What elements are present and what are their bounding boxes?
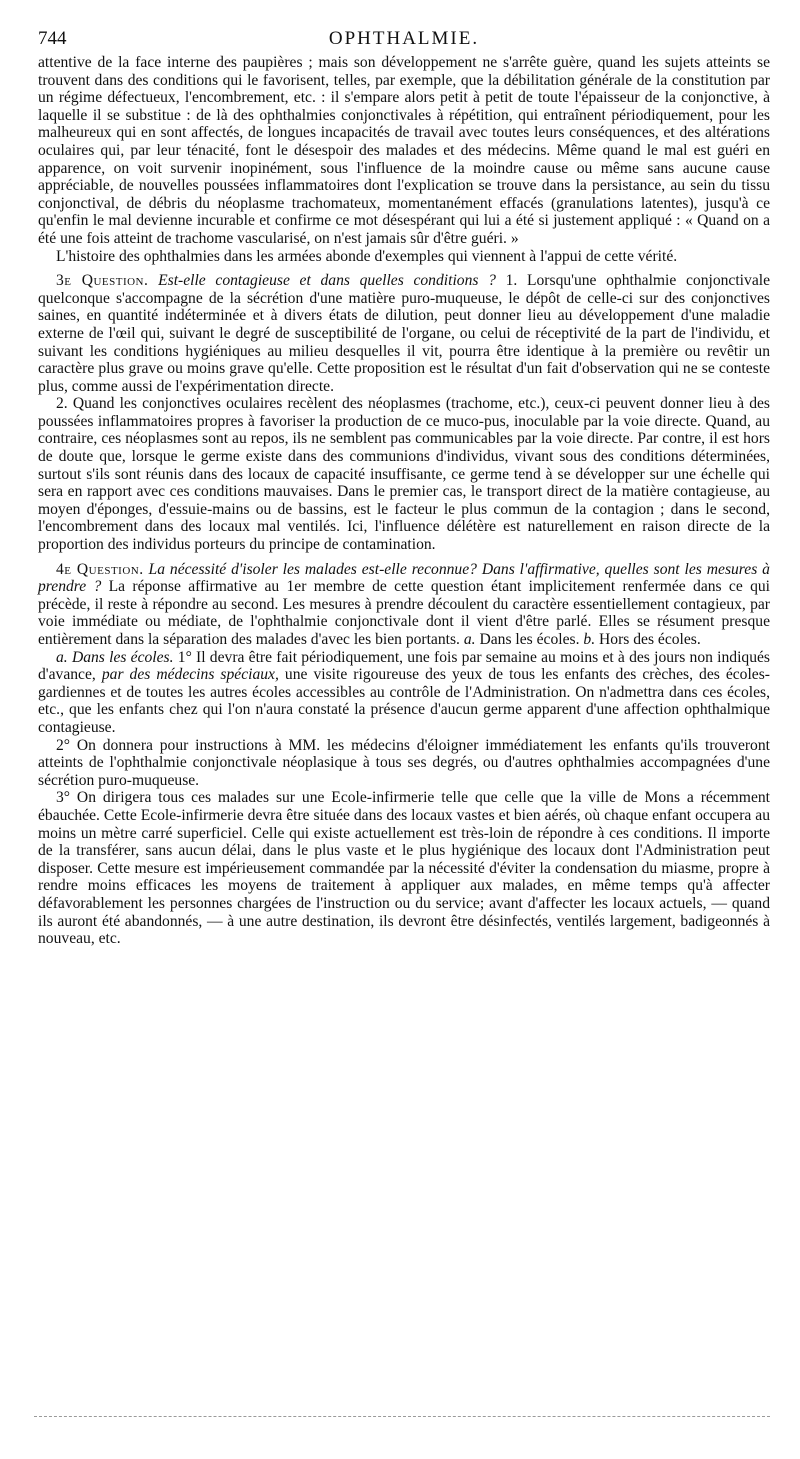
body-text — [38, 54, 770, 948]
running-head — [38, 28, 770, 54]
question-4-marker-a: a. — [463, 631, 476, 648]
schools-emphasis: par des médecins spéciaux, — [101, 666, 279, 684]
question-3-text: 1. Lorsqu'une ophthalmie conjonctivale quelconque s'accompagne de la sécrétion d'une matière puro-muqueuse, le dépôt de celle-ci sur des conjonctives saines, en quantité indéterminée et à divers états de dilution, peut donner lieu au développement d'une maladie externe de l'œil qui, suivant le degré de susceptibilité de l'organe, ou celui de réceptivité de la part de l'individu, et suivant les conditions hygiéniques au milieu desquelles il vit, pourra être identique à la première ou revêtir un caractère plus grave ou moins grave qu'elle. Cette proposition est le résultat d'un fait d'observation qui ne se conteste plus, comme aussi de l'expérimentation directe. — [38, 272, 770, 395]
question-4 — [38, 561, 770, 649]
footer-rule — [34, 1416, 770, 1417]
question-3-heading: Est-elle contagieuse et dans quelles conditions ? — [158, 272, 496, 290]
question-4-label: 4e Question. — [56, 560, 144, 578]
question-4-heading: La nécessité d'isoler les malades est-elle reconnue? Dans l'affirmative, quelles sont les mesures à prendre ? — [38, 560, 770, 596]
schools-text-b: une visite rigoureuse des yeux de tous les enfants des crèches, des écoles-gardiennes et de toutes les autres écoles accessibles au contrôle de l'Administration. On n'admettra dans ces écoles, etc., que les enfants chez qui l'on n'aura constaté la présence d'aucun germe apparent d'une affection ophthalmique contagieuse. — [38, 666, 770, 736]
paragraph-schools-measure-1 — [38, 649, 770, 737]
question-4-text: La réponse affirmative au 1er membre de cette question étant implicitement renfermée dans ce qui précède, il reste à répondre au second. Les mesures à prendre découlent du caractère essentiellement contagieux, par voie immédiate ou médiate, de l'ophthalmie conjonctivale dont il vient d'être parlé. Elles se résument presque entièrement dans la séparation des malades d'avec les bien portants. — [38, 578, 770, 648]
schools-text-a: 1° Il devra être fait périodiquement, une fois par semaine au moins et à des jours non indiqués d'avance, — [38, 648, 771, 684]
question-3-label: 3e Question. — [56, 272, 149, 290]
page-number: 744 — [38, 28, 67, 49]
paragraph-armies: L'histoire des ophthalmies dans les armées abonde d'exemples qui viennent à l'appui de cette vérité. — [56, 247, 678, 265]
paragraph-schools-measure-3: 3° On dirigera tous ces malades sur une Ecole-infirmerie telle que celle que la ville de Mons a récemment ébauchée. Cette Ecole-infirmerie devra être située dans des locaux vastes et bien aérés, où chaque enfant occupera au moins un mètre carré superficiel. Celle qui existe actuellement est très-loin de répondre à ces conditions. Il importe de la transférer, sans aucun délai, dans le plus vaste et le plus hygiénique des locaux dont l'Administration peut disposer. Cette mesure est impérieusement commandée par la nécessité d'éviter la condensation du miasme, propre à rendre moins efficaces les moyens de traitement à appliquer aux malades, en même temps qu'à affecter défavorablement les personnes chargées de l'instruction ou du service; avant d'affecter les locaux actuels, — quand ils auront été abandonnés, — à une autre destination, ils devront être désinfectés, ventilés largement, badigeonnés à nouveau, etc. — [38, 789, 770, 948]
schools-heading: Dans les écoles. — [71, 648, 174, 666]
question-4-outside-schools: Hors des écoles. — [599, 631, 701, 648]
question-3 — [38, 272, 770, 395]
paragraph-neoplasms: 2. Quand les conjonctives oculaires recèlent des néoplasmes (trachome, etc.), ceux-ci peuvent donner lieu à des poussées inflammatoires propres à favoriser la production de ce muco-pus, inoculable par la voie directe. Quand, au contraire, ces néoplasmes sont au repos, ils ne semblent pas communicables par la voie directe. Par contre, il est hors de doute que, lorsque le germe existe dans des communions d'individus, vivant sous des conditions déterminées, surtout s'ils sont réunis dans des locaux de capacité insuffisante, ce germe tend à se développer sur une échelle qui sera en rapport avec ces conditions mauvaises. Dans le premier cas, le transport direct de la matière contagieuse, au moyen d'éponges, d'essuie-mains ou de bassins, est le facteur le plus commun de la contagion ; dans le second, l'encombrement dans des locaux mal ventilés. Ici, l'influence délétère est naturellement en raison directe de la proportion des individus porteurs du principe de contamination. — [38, 395, 770, 554]
question-4-schools: Dans les écoles. — [479, 631, 580, 648]
paragraph-schools-measure-2: 2° On donnera pour instructions à MM. les médecins d'éloigner immédiatement les enfants qu'ils trouveront atteints de l'ophthalmie conjonctivale néoplasique à tous ses degrés, ou d'autres ophthalmies accompagnées d'une sécrétion puro-muqueuse. — [38, 736, 770, 789]
question-4-marker-b: b. — [583, 631, 596, 648]
schools-marker: a. — [56, 648, 68, 666]
paragraph-trachoma-continuation: attentive de la face interne des paupières ; mais son développement ne s'arrête guère, quand les sujets atteints se trouvent dans des conditions qui le favorisent, telles, par exemple, que la débilitation générale de la constitution par un régime défectueux, l'encombrement, etc. : il s'empare alors petit à petit de toute l'épaisseur de la conjonctive, à laquelle il se substitue : de là des ophthalmies conjonctivales à répétition, qui entraînent périodiquement, pour les malheureux qui en sont affectés, de longues incapacités de travail avec toutes leurs conséquences, et des altérations oculaires qui, par leur ténacité, font le désespoir des malades et des médecins. Même quand le mal est guéri en apparence, on voit survenir inopinément, sous l'influence de la moindre cause ou même sans aucune cause appréciable, de nouvelles poussées inflammatoires dont l'explication se trouve dans la persistance, au sein du tissu conjonctival, de débris du néoplasme trachomateux, momentanément effacés (granulations latentes), jusqu'à ce qu'enfin le mal devienne incurable et confirme ce mot désespérant qui lui a été si justement appliqué : « Quand on a été une fois atteint de trachome vascularisé, on n'est jamais sûr d'être guéri. » — [38, 54, 770, 247]
running-title: OPHTHALMIE. — [328, 28, 480, 49]
